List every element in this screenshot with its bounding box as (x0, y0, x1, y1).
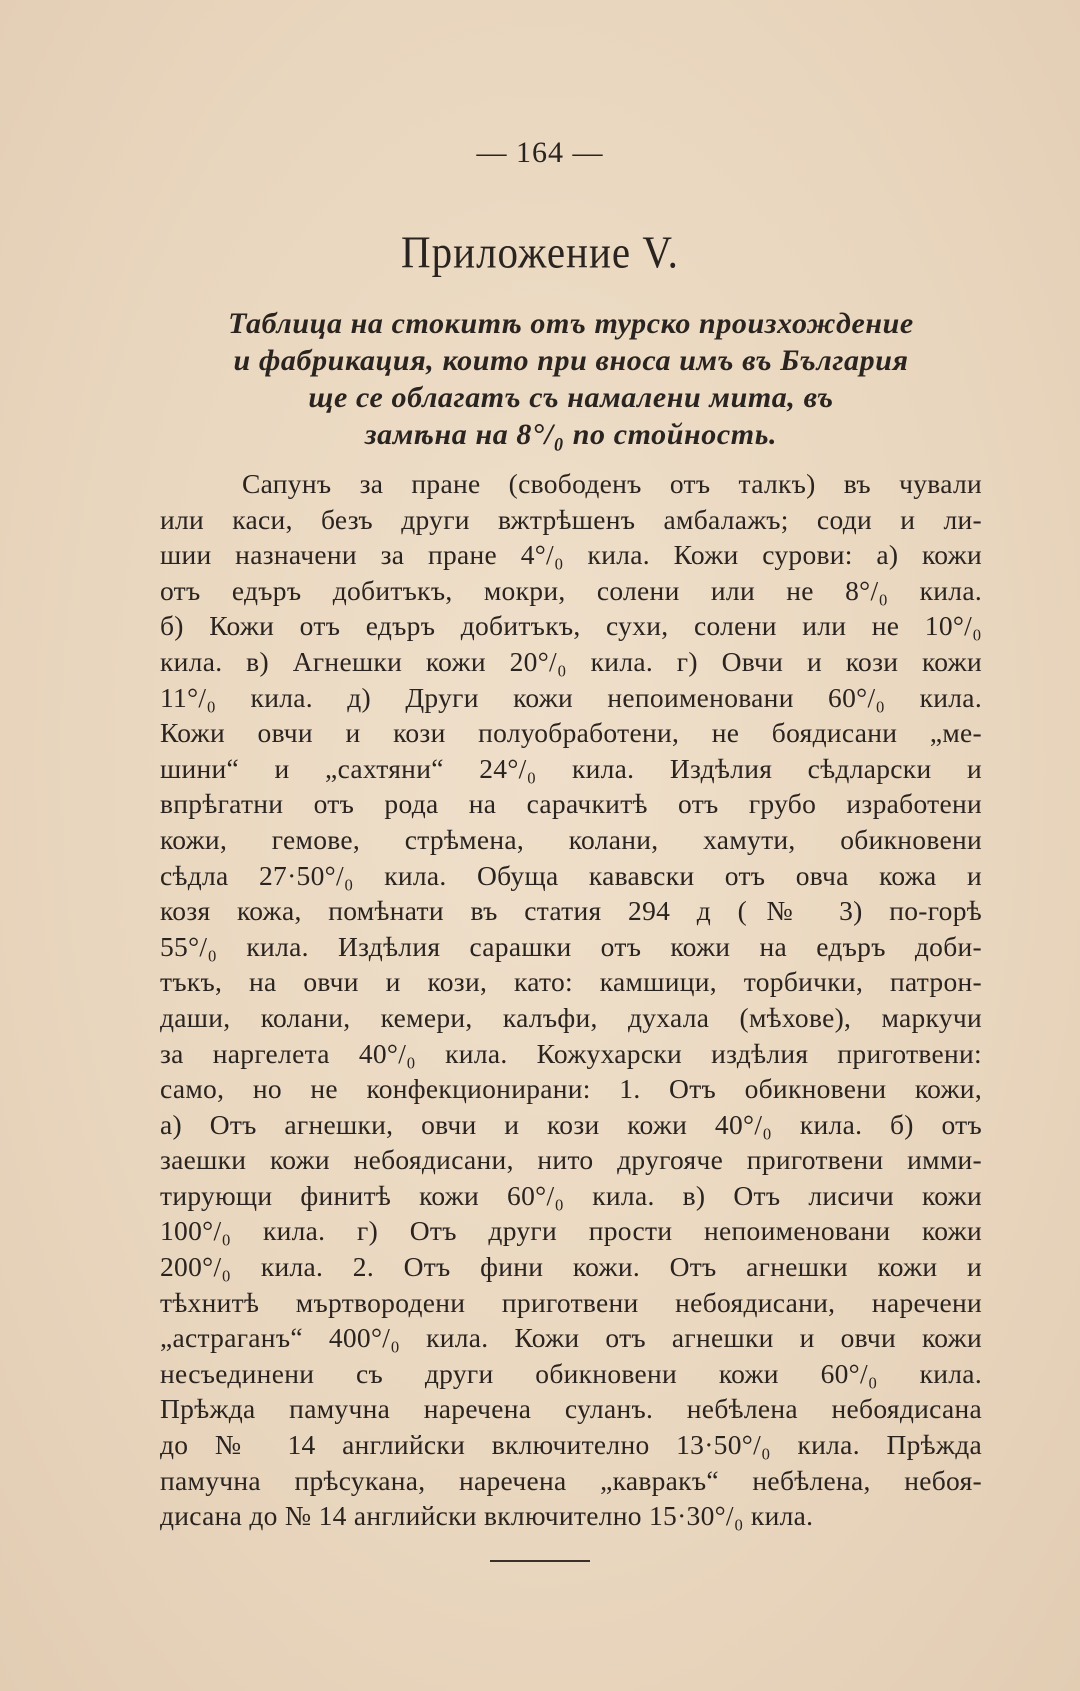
body-line: шии назначени за пране 4°/₀ кила. Кожи сурови: а) кожи (160, 539, 982, 571)
body-line: кила. в) Агнешки кожи 20°/₀ кила. г) Овчи и кози кожи (160, 645, 982, 677)
body-line: 100°/₀ кила. г) Отъ други прости непоименовани кожи (160, 1215, 982, 1247)
body-line: 55°/₀ кила. Издѣлия сарашки отъ кожи на едъръ доби- (160, 930, 982, 962)
body-line: шини“ и „сахтяни“ 24°/₀ кила. Издѣлия сѣдларски и (160, 752, 982, 784)
body-line: тирующи финитѣ кожи 60°/₀ кила. в) Отъ лисичи кожи (160, 1179, 982, 1211)
body-line: б) Кожи отъ едъръ добитъкъ, сухи, солени или не 10°/₀ (160, 610, 982, 642)
body-line: 200°/₀ кила. 2. Отъ фини кожи. Отъ агнешки кожи и (160, 1251, 982, 1283)
closing-rule (490, 1560, 590, 1562)
body-line: Кожи овчи и кози полуобработени, не боядисани „ме- (160, 717, 982, 749)
subtitle-line: Таблица на стокитѣ отъ турско произхождение (228, 307, 914, 340)
body-line: тъкъ, на овчи и кози, като: камшици, торбички, патрон- (160, 966, 982, 998)
body-line: до № 14 английски включително 13·50°/₀ кила. Прѣжда (160, 1429, 982, 1461)
body-line: 11°/₀ кила. д) Други кожи непоименовани 60°/₀ кила. (160, 681, 982, 713)
body-line: сѣдла 27·50°/₀ кила. Обуща кававски отъ овча кожа и (160, 859, 982, 891)
body-line: тѣхнитѣ мъртвородени приготвени небоядисани, наречени (160, 1286, 982, 1318)
body-line: козя кожа, помѣнати въ статия 294 д (№ 3) по-горѣ (160, 895, 982, 927)
body-line: памучна прѣсукана, наречена „кавракъ“ небѣлена, небоя- (160, 1464, 982, 1496)
body-line: а) Отъ агнешки, овчи и кози кожи 40°/₀ кила. б) отъ (160, 1108, 982, 1140)
appendix-title: Приложение V. (401, 226, 679, 278)
body-line: за наргелета 40°/₀ кила. Кожухарски издѣлия приготвени: (160, 1037, 982, 1069)
body-line: даши, колани, кемери, калъфи, духала (мѣхове), маркучи (160, 1001, 982, 1033)
subtitle-line: ще се облагатъ съ намалени мита, въ (308, 381, 834, 414)
body-line: само, но не конфекционирани: 1. Отъ обикновени кожи, (160, 1073, 982, 1105)
table-subtitle (160, 305, 982, 453)
body-line: впрѣгатни отъ рода на сарачкитѣ отъ грубо изработени (160, 788, 982, 820)
subtitle-line: замѣна на 8°/₀ по стойность. (364, 418, 778, 451)
subtitle-line: и фабрикация, които при вноса имъ въ България (233, 344, 909, 377)
body-line: Прѣжда памучна наречена суланъ. небѣлена небоядисана (160, 1393, 982, 1425)
body-line: дисана до № 14 английски включително 15·30°/₀ кила. (160, 1500, 814, 1532)
body-paragraph (160, 466, 982, 1534)
body-line: Сапунъ за пране (свободенъ отъ талкъ) въ чували (242, 468, 982, 499)
body-line: кожи, гемове, стрѣмена, колани, хамути, обикновени (160, 823, 982, 855)
body-line: отъ едъръ добитъкъ, мокри, солени или не 8°/₀ кила. (160, 574, 982, 606)
body-line: заешки кожи небоядисани, нито другояче приготвени имми- (160, 1144, 982, 1176)
body-line: „астраганъ“ 400°/₀ кила. Кожи отъ агнешки и овчи кожи (160, 1322, 982, 1354)
page-number: — 164 — (476, 136, 604, 169)
body-line: или каси, безъ други вжтрѣшенъ амбалажъ; соди и ли- (160, 503, 982, 535)
body-line: несъединени съ други обикновени кожи 60°/₀ кила. (160, 1357, 982, 1389)
